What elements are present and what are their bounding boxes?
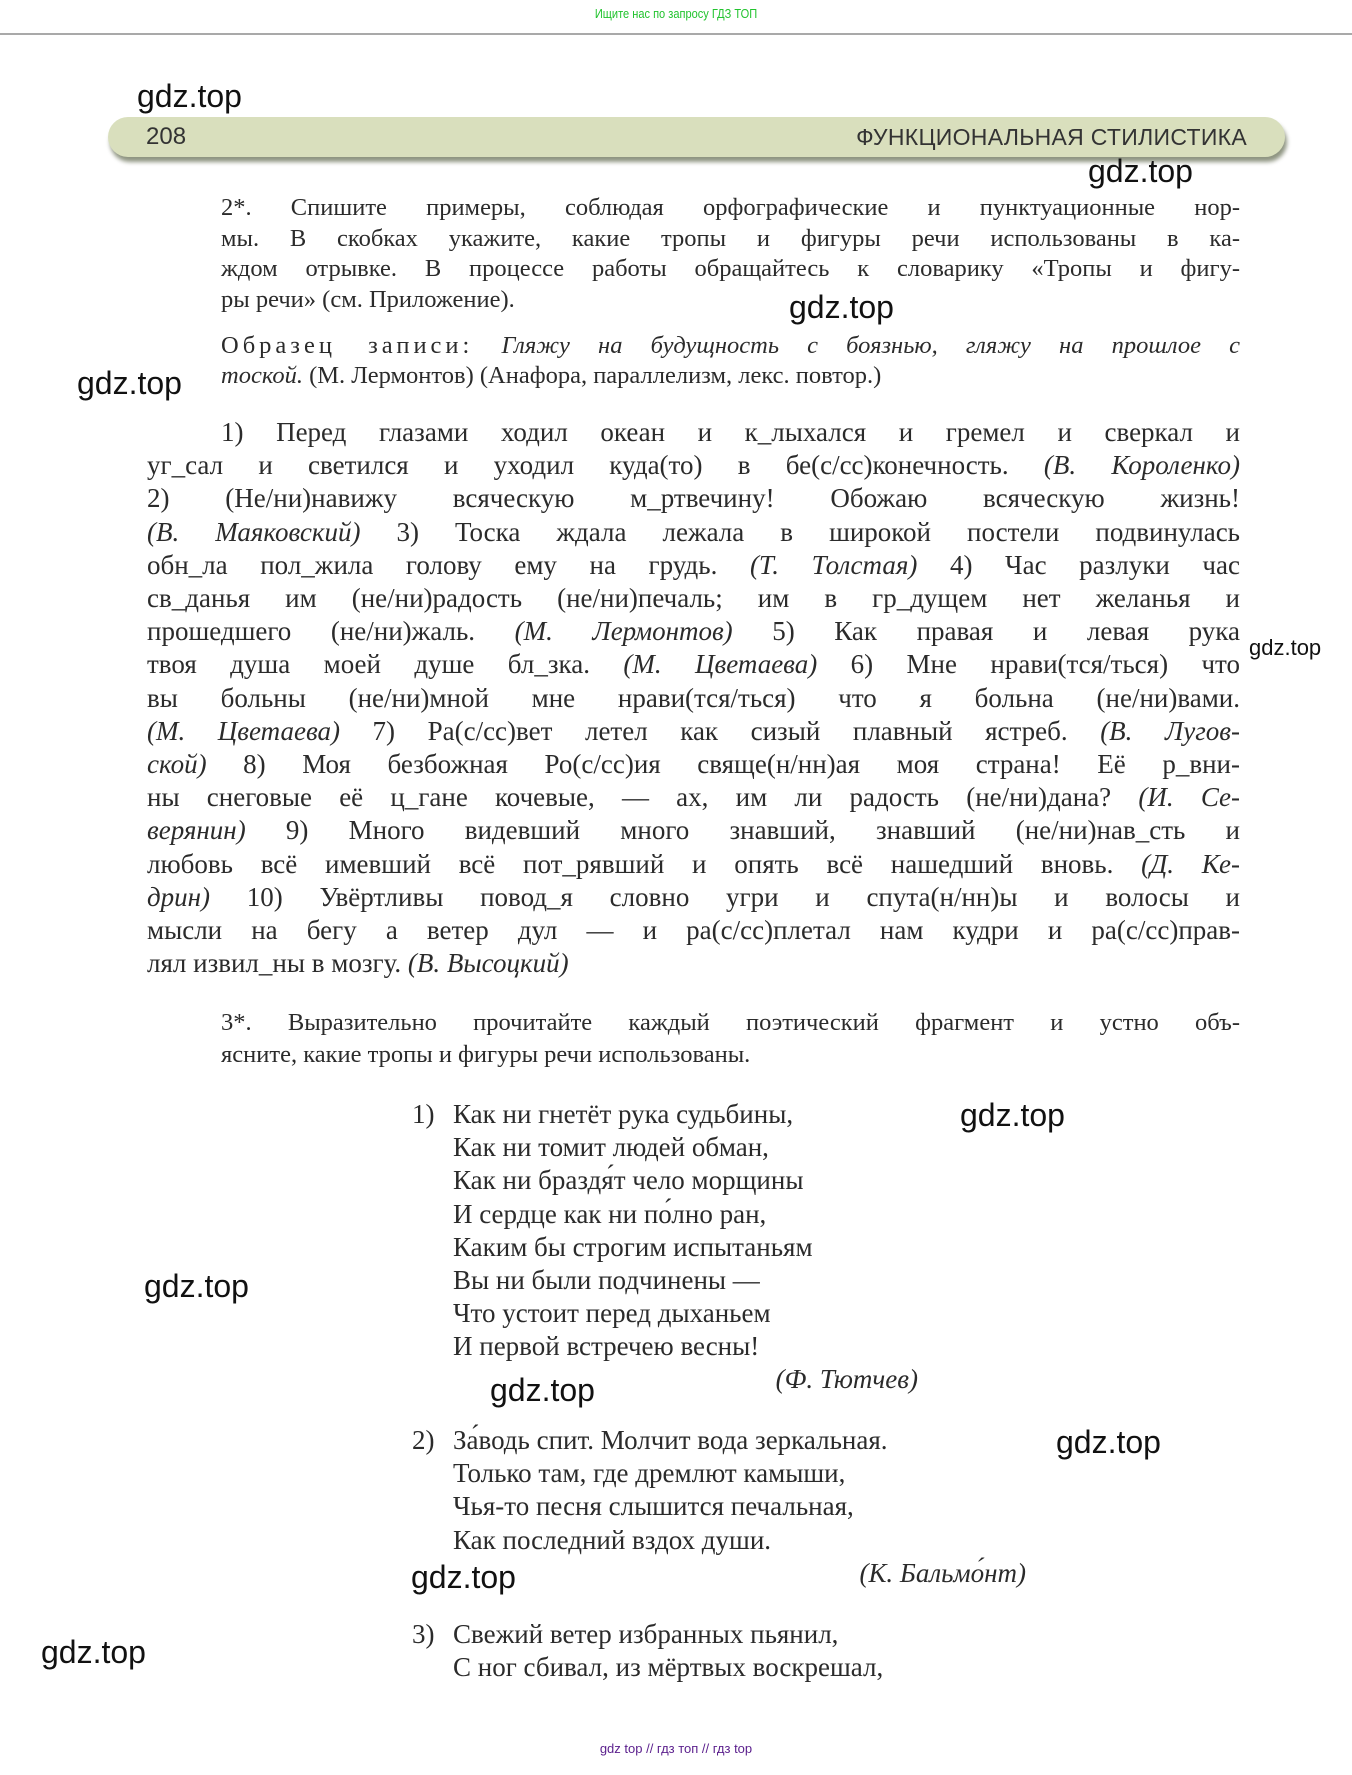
- text-segment: 9) Много видевший много знавший, знавший (не/ни)нав_сть и: [245, 815, 1240, 846]
- italic-text: Гляжу на будущность с боязнью, гляжу на прошлое с: [501, 332, 1241, 359]
- poem-line: Как последний вздох души.: [453, 1524, 772, 1555]
- exercise-line: [147, 814, 1240, 847]
- text-segment: твоя душа моей душе бл_зка.: [147, 649, 624, 680]
- text-segment: ясните, какие тропы и фигуры речи использованы.: [221, 1041, 751, 1068]
- italic-text: (В. Короленко): [1043, 450, 1240, 481]
- watermark: gdz.top: [960, 1097, 1065, 1133]
- italic-text: (М. Цветаева): [623, 649, 818, 680]
- italic-text: (В. Маяковский): [147, 516, 361, 547]
- page-header-bar: [108, 117, 1285, 157]
- exercise-line: [147, 582, 1240, 615]
- exercise-line: [147, 482, 1240, 515]
- poem-author: (К. Бальмо́нт): [859, 1558, 1026, 1588]
- text-segment: мысли на бегу а ветер дул — и ра(с/сс)плетал нам кудри и ра(с/сс)прав-: [147, 915, 1240, 945]
- exercise-line: [147, 947, 1240, 980]
- text-segment: любовь всё имевший всё пот_рявший и опять всё нашедший вновь.: [147, 848, 1142, 879]
- text-segment: лял извил_ны в мозгу.: [147, 948, 408, 979]
- text-segment: прошедшего (не/ни)жаль.: [147, 616, 515, 647]
- italic-text: (М. Цветаева): [147, 715, 340, 746]
- text-segment: обн_ла пол_жила голову ему на грудь.: [147, 549, 750, 580]
- text-segment: 10) Увёртливы повод_я словно угри и спута(н/нн)ы и волосы и: [210, 881, 1240, 912]
- text-segment: уг_сал и светился и уходил куда(то) в бе(с/сс)конечность.: [147, 450, 1044, 481]
- poem-author: (Ф. Тютчев): [775, 1364, 918, 1394]
- text-segment: (М. Лермонтов) (Анафора, параллелизм, лекс. повтор.): [302, 362, 882, 389]
- text-segment: 2) (Не/ни)навижу всяческую м_ртвечину! Обожаю всяческую жизнь!: [147, 483, 1240, 514]
- poem-line: Только там, где дремлют камыши,: [453, 1458, 846, 1489]
- watermark: gdz.top: [411, 1559, 516, 1595]
- poem-line: Каким бы строгим испытаньям: [453, 1231, 813, 1262]
- text-segment: 7) Ра(с/сс)вет летел как сизый плавный ястреб.: [339, 715, 1101, 746]
- poem-line: Как ни браздя́т чело морщины: [453, 1165, 804, 1196]
- poem-line: Как ни томит людей обман,: [453, 1132, 769, 1163]
- task2-line: [221, 283, 1240, 316]
- exercise-line: [147, 615, 1240, 648]
- spaced-label: Образец записи:: [221, 332, 474, 359]
- italic-text: тоской.: [221, 362, 303, 389]
- poem-line: Что устоит перед дыханьем: [453, 1298, 771, 1329]
- exercise-line: [147, 781, 1240, 814]
- task3-line: [221, 1006, 1240, 1039]
- poem-line: С ног сбивал, из мёртвых воскрешал,: [453, 1652, 884, 1683]
- watermark: gdz.top: [144, 1268, 249, 1304]
- text-segment: 1) Перед глазами ходил океан и к_лыхался и гремел и сверкал и: [221, 417, 1240, 447]
- poem-line: Как ни гнетёт рука судьбины,: [453, 1099, 794, 1129]
- exercise-line: [147, 682, 1240, 715]
- poem-line: Свежий ветер избранных пьянил,: [453, 1619, 839, 1649]
- text-segment: св_данья им (не/ни)радость (не/ни)печаль; им в гр_дущем нет желанья и: [147, 583, 1240, 613]
- text-segment: [473, 332, 501, 359]
- italic-text: (М. Лермонтов): [514, 616, 733, 647]
- exercise-line: [221, 416, 1240, 449]
- poem-line: Чья-то песня слышится печальная,: [453, 1491, 854, 1522]
- italic-text: (И. Се-: [1138, 782, 1240, 813]
- exercise-line: [147, 715, 1240, 748]
- exercise-line: [147, 881, 1240, 914]
- text-segment: 2*. Спишите примеры, соблюдая орфографические и пунктуационные нор-: [221, 194, 1240, 221]
- italic-text: (В. Лугов-: [1100, 715, 1240, 746]
- text-segment: ры речи» (см. Приложение).: [221, 286, 515, 313]
- watermark: gdz.top: [1249, 635, 1322, 660]
- task2-line: [221, 222, 1240, 255]
- sample-line: [221, 359, 1240, 392]
- task2-line: [221, 252, 1240, 285]
- text-segment: 6) Мне нрави(тся/ться) что: [817, 649, 1240, 680]
- watermark: gdz.top: [1088, 153, 1193, 189]
- text-segment: ждом отрывке. В процессе работы обращайтесь к словарику «Тропы и фигу-: [221, 255, 1240, 282]
- text-segment: 5) Как правая и левая рука: [732, 616, 1240, 647]
- exercise-line: [147, 449, 1240, 482]
- italic-text: (Д. Ке-: [1141, 848, 1240, 879]
- exercise-line: [147, 516, 1240, 549]
- text-segment: 3) Тоска ждала лежала в широкой постели подвинулась: [360, 516, 1240, 547]
- poem-number: 2): [412, 1425, 435, 1455]
- poem-number: 3): [412, 1619, 435, 1649]
- task3-line: [221, 1038, 1240, 1071]
- exercise-line: [147, 748, 1240, 781]
- task2-line: [221, 191, 1240, 224]
- poem-line: И первой встречею весны!: [453, 1331, 760, 1362]
- exercise-line: [147, 549, 1240, 582]
- watermark: gdz.top: [490, 1372, 595, 1408]
- sample-line: [221, 329, 1240, 362]
- text-segment: вы больны (не/ни)мной мне нрави(тся/ться) что я больна (не/ни)вами.: [147, 682, 1240, 713]
- italic-text: верянин): [147, 815, 246, 846]
- poem-line: Вы ни были подчинены —: [453, 1265, 760, 1295]
- watermark: gdz.top: [1056, 1424, 1161, 1460]
- poem-line: И сердце как ни по́лно ран,: [453, 1198, 767, 1229]
- footer-links[interactable]: gdz top // гдз топ // гдз top: [599, 1741, 753, 1756]
- page-number: 208: [146, 123, 187, 150]
- watermark: gdz.top: [137, 78, 242, 114]
- poem-number: 1): [412, 1099, 435, 1129]
- text-segment: мы. В скобках укажите, какие тропы и фигуры речи использованы в ка-: [221, 225, 1240, 252]
- watermark: gdz.top: [77, 365, 182, 401]
- italic-text: дрин): [147, 881, 211, 912]
- italic-text: (Т. Толстая): [749, 549, 918, 580]
- poem-line: За́водь спит. Молчит вода зеркальная.: [453, 1425, 888, 1455]
- exercise-line: [147, 914, 1240, 947]
- watermark: gdz.top: [41, 1634, 146, 1670]
- text-segment: ны снеговые её ц_гане кочевые, — ах, им ли радость (не/ни)дана?: [147, 782, 1139, 813]
- exercise-line: [147, 648, 1240, 681]
- search-hint-banner: Ищите нас по запросу ГДЗ ТОП: [594, 6, 758, 21]
- divider: [0, 33, 1352, 35]
- italic-text: ской): [147, 749, 207, 779]
- exercise-line: [147, 848, 1240, 881]
- text-segment: 8) Моя безбожная Ро(с/сс)ия свяще(н/нн)ая моя страна! Её р_вни-: [206, 749, 1240, 779]
- section-title: ФУНКЦИОНАЛЬНАЯ СТИЛИСТИКА: [856, 124, 1247, 150]
- text-segment: 3*. Выразительно прочитайте каждый поэтический фрагмент и устно объ-: [221, 1009, 1240, 1036]
- italic-text: (В. Высоцкий): [407, 948, 569, 979]
- watermark: gdz.top: [789, 289, 894, 325]
- text-segment: 4) Час разлуки час: [917, 549, 1240, 580]
